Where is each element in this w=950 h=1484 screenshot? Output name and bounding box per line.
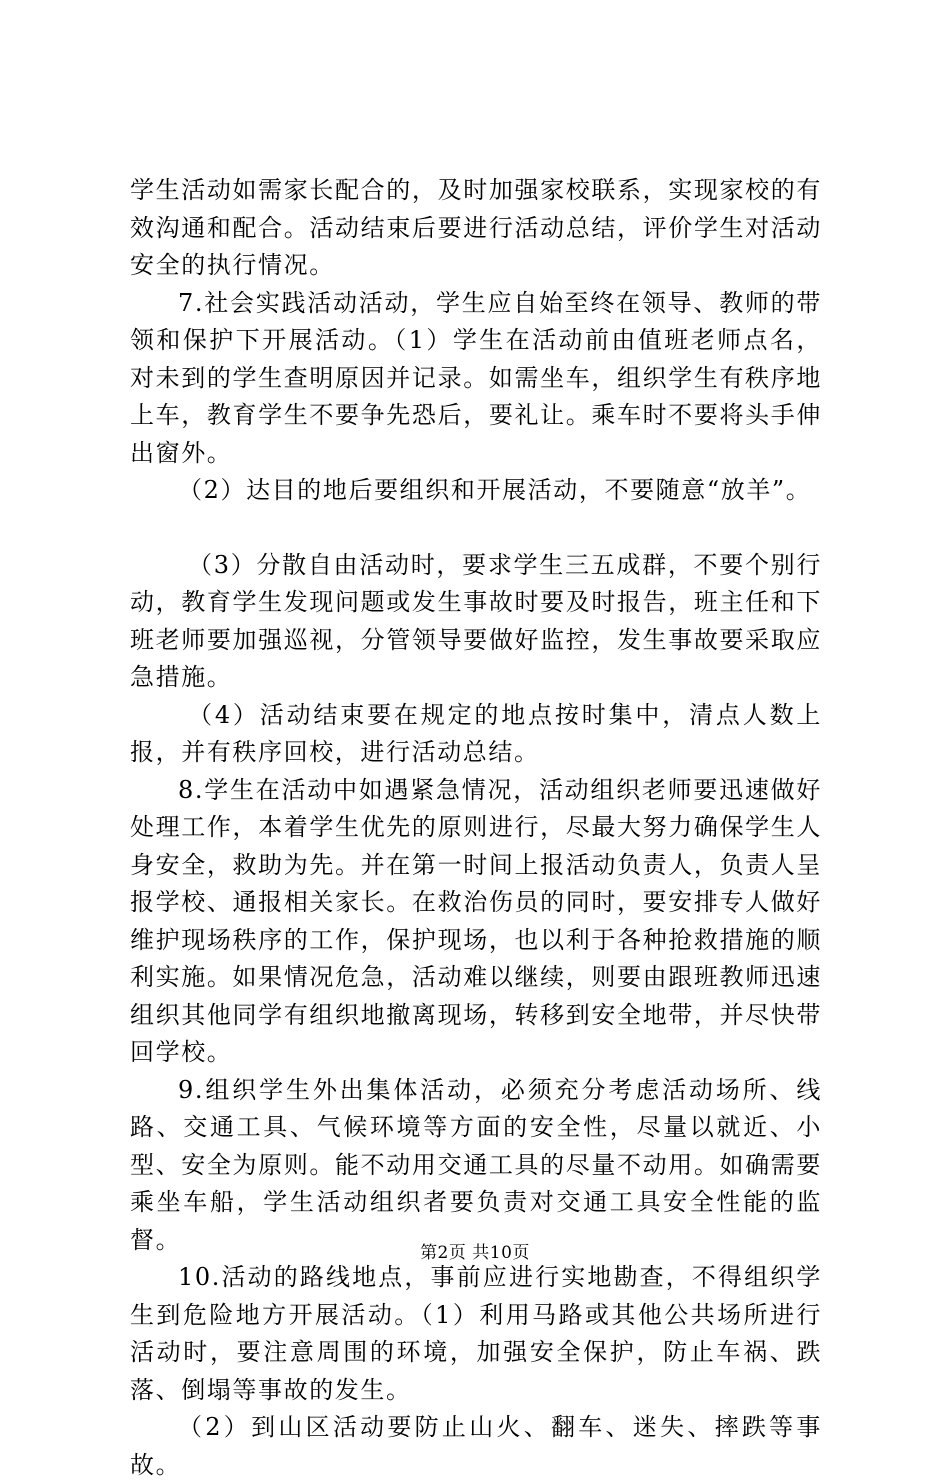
paragraph-item-7-4: （4）活动结束要在规定的地点按时集中，清点人数上报，并有秩序回校，进行活动总结。 <box>130 700 822 766</box>
paragraph-item-10-2: （2）到山区活动要防止山火、翻车、迷失、摔跌等事故。 <box>130 1413 822 1479</box>
paragraph-item-7: 7.社会实践活动活动，学生应自始至终在领导、教师的带领和保护下开展活动。（1）学生在活动前由值班老师点名，对未到的学生查明原因并记录。如需坐车，组织学生有秩序地上车，教育学生不要争先恐后，要礼让。乘车时不要将头手伸出窗外。 <box>130 288 822 467</box>
paragraph-item-10: 10.活动的路线地点，事前应进行实地勘查，不得组织学生到危险地方开展活动。（1）利用马路或其他公共场所进行活动时，要注意周围的环境，加强安全保护，防止车祸、跌落、倒塌等事故的发生。 <box>130 1263 822 1404</box>
paragraph-item-8: 8.学生在活动中如遇紧急情况，活动组织老师要迅速做好处理工作，本着学生优先的原则进行，尽最大努力确保学生人身安全，救助为先。并在第一时间上报活动负责人，负责人呈报学校、通报相关家长。在救治伤员的同时，要安排专人做好维护现场秩序的工作，保护现场，也以利于各种抢救措施的顺利实施。如果情况危急，活动难以继续，则要由跟班教师迅速组织其他同学有组织地撤离现场，转移到安全地带，并尽快带回学校。 <box>130 775 822 1066</box>
paragraph-continuation: 学生活动如需家长配合的，及时加强家校联系，实现家校的有效沟通和配合。活动结束后要进行活动总结，评价学生对活动安全的执行情况。 <box>130 176 822 279</box>
paragraph-item-7-3: （3）分散自由活动时，要求学生三五成群，不要个别行动，教育学生发现问题或发生事故时要及时报告，班主任和下班老师要加强巡视，分管领导要做好监控，发生事故要采取应急措施。 <box>130 550 822 691</box>
paragraph-item-9: 9.组织学生外出集体活动，必须充分考虑活动场所、线路、交通工具、气候环境等方面的安全性，尽量以就近、小型、安全为原则。能不动用交通工具的尽量不动用。如确需要乘坐车船，学生活动组织者要负责对交通工具安全性能的监督。 <box>130 1075 822 1254</box>
page-footer <box>0 1238 950 1263</box>
document-body <box>130 172 822 1484</box>
page-number: 第2页 共10页 <box>420 1243 530 1263</box>
paragraph-item-7-2: （2）达目的地后要组织和开展活动，不要随意“放羊”。 <box>178 476 812 504</box>
